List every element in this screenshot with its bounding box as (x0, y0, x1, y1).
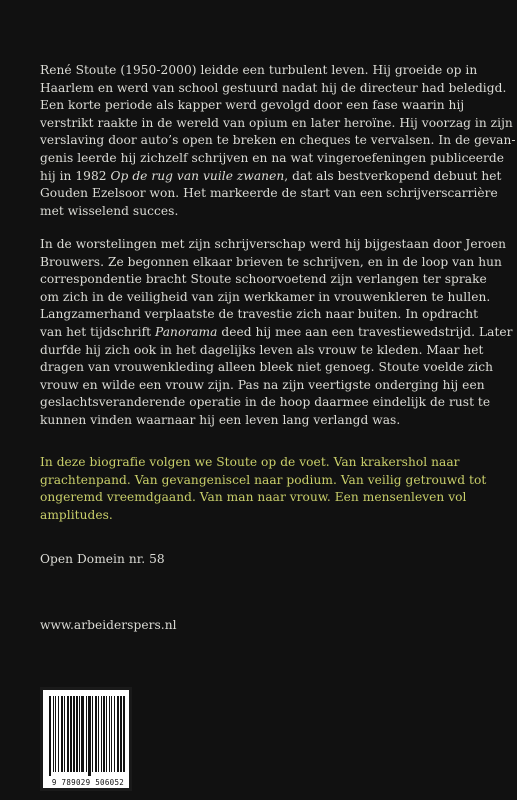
italic-title: Op de rug van vuile zwanen (110, 168, 285, 183)
barcode-bar (114, 696, 115, 772)
barcode-bar (55, 696, 56, 772)
text-line: Langzamerhand verplaatste de travestie zich naar buiten. In opdracht (40, 307, 479, 322)
text-line: dragen van vrouwenkleding alleen bleek niet genoeg. Stoute voelde zich (40, 360, 494, 375)
barcode-bar (58, 696, 59, 772)
text-line: genis leerde hij zichzelf schrijven en na wat vingeroefeningen publiceerde (40, 150, 505, 165)
barcode-bar (103, 696, 105, 772)
isbn-number: 9 789029 506052 (51, 778, 125, 787)
text-line: Brouwers. Ze begonnen elkaar brieven te schrijven, en in de loop van hun (40, 254, 502, 269)
barcode-bar (109, 696, 110, 772)
barcode-bar (81, 696, 84, 772)
text-line: met wisselend succes. (40, 203, 179, 218)
barcode-bar (64, 696, 65, 772)
barcode-bar (79, 696, 80, 772)
text-line: Haarlem en werd van school gestuurd nadat hij de directeur had beledigd. (40, 80, 507, 95)
barcode-bar (86, 696, 87, 772)
barcode-panel (40, 687, 132, 791)
italic-title: Panorama (155, 324, 218, 339)
barcode-bar (106, 696, 107, 772)
barcode-bar (61, 696, 63, 772)
text-line: In deze biografie volgen we Stoute op de voet. Van krakershol naar (40, 455, 460, 469)
biography-paragraph-1 (40, 62, 516, 220)
series-label-text: Open Domein nr. 58 (40, 552, 165, 566)
barcode-bar (49, 696, 51, 776)
text-line: correspondentie bracht Stoute schoorvoetend zijn verlangen ter sprake (40, 272, 487, 287)
biography-paragraph-2 (40, 236, 513, 430)
barcode-bar (76, 696, 78, 772)
barcode-bar (73, 696, 75, 772)
barcode-bar (67, 696, 69, 772)
publisher-website (40, 617, 490, 635)
text-line: om zich in de veiligheid van zijn werkkamer in vrouwenkleren te hullen. (40, 289, 491, 304)
text-line: ongeremd vreemdgaand. Van man naar vrouw. Een mensenleven vol (40, 490, 467, 505)
barcode-bar (95, 696, 97, 772)
website-link[interactable]: www.arbeiderspers.nl (40, 618, 177, 632)
text-line: vrouw en wilde een vrouw zijn. Pas na zijn veertigste onderging hij een (40, 377, 485, 392)
text-line: grachtenpand. Van gevangeniscel naar podium. Van veilig getrouwd tot (40, 472, 487, 487)
text-line: In de worstelingen met zijn schrijverschap werd hij bijgestaan door Jeroen (40, 237, 507, 251)
text-line: hij in 1982 Op de rug van vuile zwanen, dat als bestverkopend debuut het (40, 168, 502, 183)
text-line: Gouden Ezelsoor won. Het markeerde de start van een schrijverscarrière (40, 186, 498, 201)
text-line: verslaving door auto’s open te breken en cheques te vervalsen. In de gevan- (40, 133, 516, 148)
barcode-bar (70, 696, 72, 772)
text-line: van het tijdschrift Panorama deed hij mee aan een travestiewedstrijd. Later (40, 324, 513, 339)
text-line: amplitudes. (40, 507, 113, 522)
barcode-bar (123, 696, 125, 772)
text-line: geslachtsveranderende operatie in de hoop daarmee eindelijk de rust te (40, 395, 491, 410)
barcode-icon (47, 696, 129, 776)
series-label (40, 551, 490, 569)
barcode-bar (88, 696, 91, 776)
barcode-bar (98, 696, 99, 772)
summary-paragraph (40, 454, 490, 524)
barcode-bar (53, 696, 54, 772)
barcode-bar (117, 696, 119, 772)
text-line: René Stoute (1950-2000) leidde een turbulent leven. Hij groeide op in (40, 63, 478, 77)
barcode-bar (101, 696, 102, 772)
barcode-bar (111, 696, 112, 772)
text-line: durfde hij zich ook in het dagelijks leven als vrouw te kleden. Maar het (40, 342, 484, 357)
text-line: kunnen vinden waarnaar hij een leven lang verlangd was. (40, 412, 401, 427)
text-line: Een korte periode als kapper werd gevolgd door een fase waarin hij (40, 98, 465, 113)
barcode-bar (92, 696, 93, 772)
barcode-bar (120, 696, 122, 772)
text-line: verstrikt raakte in de wereld van opium en later heroïne. Hij voorzag in zijn (40, 115, 513, 130)
